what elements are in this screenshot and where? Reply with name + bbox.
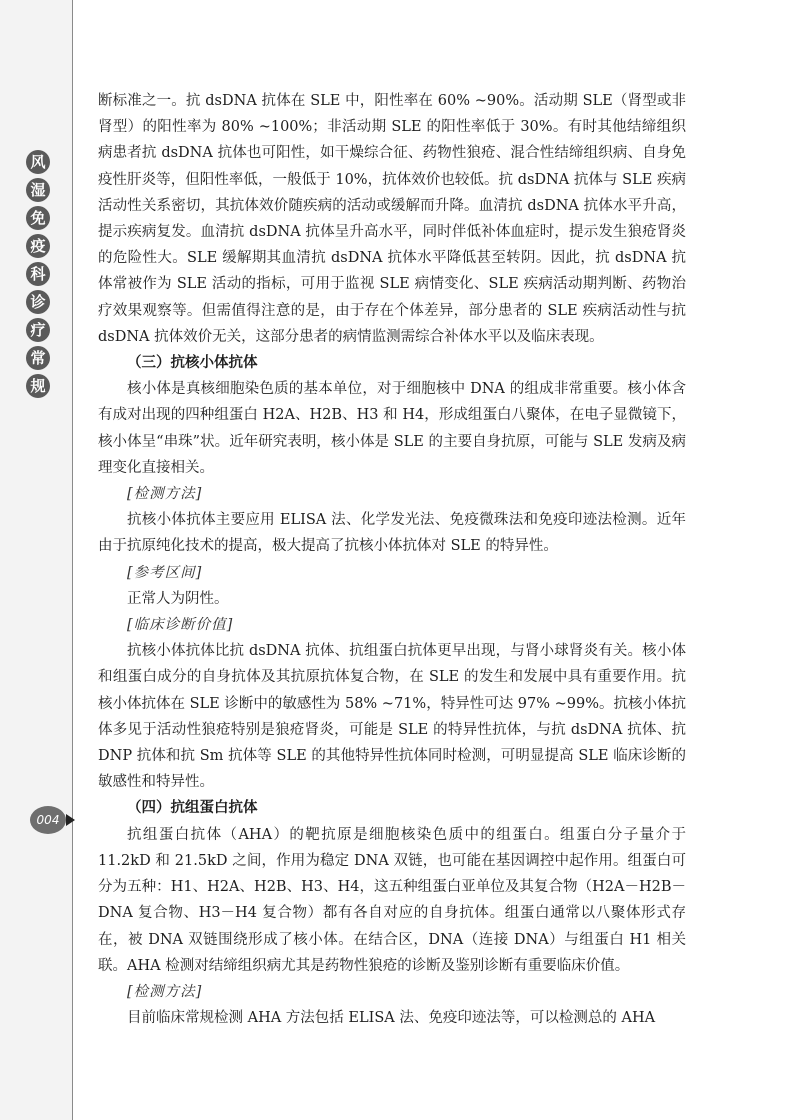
sidebar-title-char: 风 (26, 150, 50, 174)
sidebar-title-char: 疫 (26, 234, 50, 258)
page-body (98, 88, 686, 1031)
sidebar-title-char: 常 (26, 346, 50, 370)
sidebar-title-char: 科 (26, 262, 50, 286)
paragraph-nucleosome-method: 抗核小体抗体主要应用 ELISA 法、化学发光法、免疫微珠法和免疫印迹法检测。近年由于抗原纯化技术的提高，极大提高了抗核小体抗体对 SLE 的特异性。 (98, 512, 686, 555)
paragraph-dsdna-summary: 断标准之一。抗 dsDNA 抗体在 SLE 中，阳性率在 60% ~90%。活动期 SLE（肾型或非肾型）的阳性率为 80% ~100%；非活动期 SLE 的阳性率低于 30%。有时其他结缔组织病患者抗 dsDNA 抗体也可阳性，如干燥综合征、药物性狼疮、混合性结缔组织病、自身免疫性肝炎等，但阳性率低，一般低于 10%，抗体效价也较低。抗 dsDNA 抗体与 SLE 疾病活动性关系密切，其抗体效价随疾病的活动或缓解而升降。血清抗 dsDNA 抗体水平升高，提示疾病复发。血清抗 dsDNA 抗体呈升高水平，同时伴低补体血症时，提示发生狼疮肾炎的危险性大。SLE 缓解期其血清抗 dsDNA 抗体水平降低甚至转阴。因此，抗 dsDNA 抗体常被作为 SLE 活动的指标，可用于监视 SLE 病情变化、SLE 疾病活动期判断、药物治疗效果观察等。但需值得注意的是，由于存在个体差异，部分患者的 SLE 疾病活动性与抗 dsDNA 抗体效价无关，这部分患者的病情监测需综合补体水平以及临床表现。 (98, 93, 686, 345)
paragraph-reference-range: 正常人为阴性。 (127, 590, 229, 607)
sidebar-divider (72, 0, 73, 1120)
page-marker-arrow-icon (66, 814, 75, 826)
paragraph-nucleosome-clinical: 抗核小体抗体比抗 dsDNA 抗体、抗组蛋白抗体更早出现，与肾小球肾炎有关。核小体和组蛋白成分的自身抗体及其抗原抗体复合物，在 SLE 的发生和发展中具有重要作用。抗核小体抗体在 SLE 诊断中的敏感性为 58% ~71%，特异性可达 97% ~99%。抗核小体抗体多见于活动性狼疮特别是狼疮肾炎，可能是 SLE 的特异性抗体，与抗 dsDNA 抗体、抗 DNP 抗体和抗 Sm 抗体等 SLE 的其他特异性抗体同时检测，可明显提高 SLE 临床诊断的敏感性和特异性。 (98, 643, 687, 791)
sidebar-title-char: 诊 (26, 290, 50, 314)
label-reference-range: [参考区间] (127, 564, 203, 581)
paragraph-nucleosome-intro: 核小体是真核细胞染色质的基本单位，对于细胞核中 DNA 的组成非常重要。核小体含有成对出现的四种组蛋白 H2A、H2B、H3 和 H4，形成组蛋白八聚体，在电子显微镜下，核小体呈“串珠”状。近年研究表明，核小体是 SLE 的主要自身抗原，可能与 SLE 发病及病理变化直接相关。 (98, 381, 686, 476)
section-heading-nucleosome: （三）抗核小体抗体 (127, 355, 258, 372)
sidebar-book-title (26, 150, 50, 402)
label-clinical-value: [临床诊断价值] (127, 617, 234, 634)
page-number: 004 (30, 806, 66, 834)
sidebar-title-char: 规 (26, 374, 50, 398)
paragraph-histone-intro: 抗组蛋白抗体（AHA）的靶抗原是细胞核染色质中的组蛋白。组蛋白分子量介于 11.2kD 和 21.5kD 之间，作用为稳定 DNA 双链，也可能在基因调控中起作用。组蛋白可分为五种：H1、H2A、H2B、H3、H4，这五种组蛋白亚单位及其复合物（H2A－H2B－DNA 复合物、H3－H4 复合物）都有各自对应的自身抗体。组蛋白通常以八聚体形式存在，被 DNA 双链围绕形成了核小体。在结合区，DNA（连接 DNA）与组蛋白 H1 相关联。AHA 检测对结缔组织病尤其是药物性狼疮的诊断及鉴别诊断有重要临床价值。 (98, 826, 686, 974)
label-detection-method: [检测方法] (127, 486, 203, 503)
sidebar-title-char: 疗 (26, 318, 50, 342)
sidebar-title-char: 免 (26, 206, 50, 230)
label-detection-method: [检测方法] (127, 983, 203, 1000)
paragraph-histone-method: 目前临床常规检测 AHA 方法包括 ELISA 法、免疫印迹法等，可以检测总的 AHA (127, 1010, 656, 1027)
section-heading-histone: （四）抗组蛋白抗体 (127, 800, 258, 817)
sidebar-title-char: 湿 (26, 178, 50, 202)
